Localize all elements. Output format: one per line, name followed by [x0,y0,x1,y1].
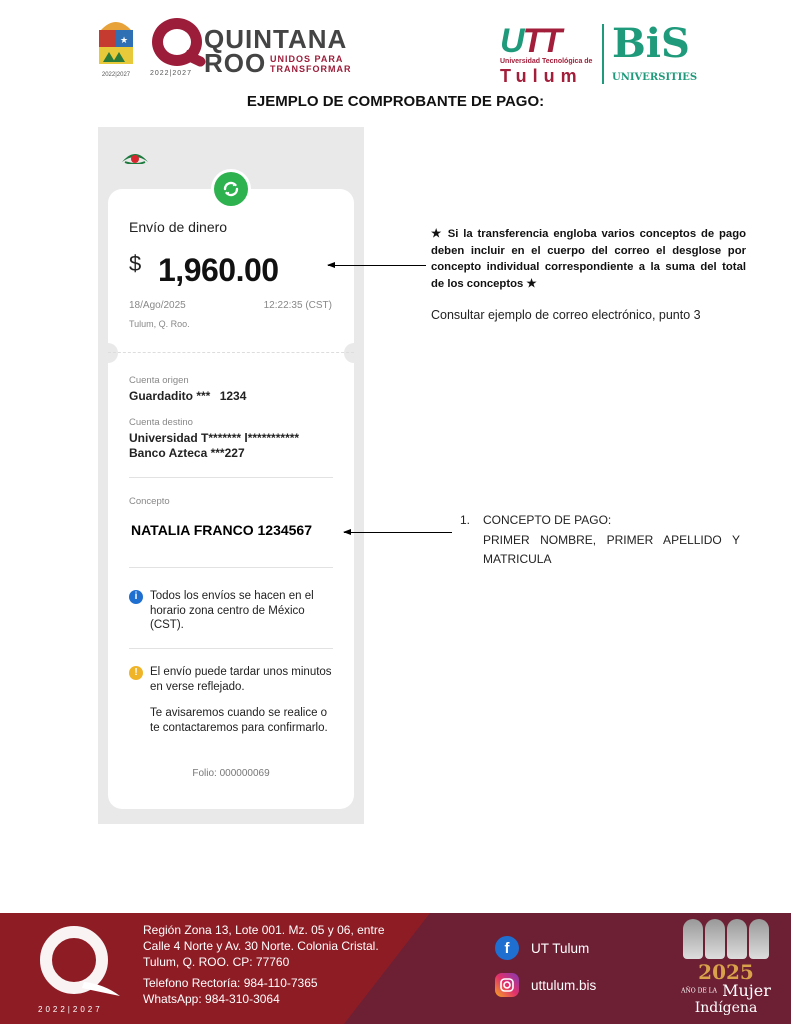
section-divider [129,477,333,478]
roo-word: ROO [204,48,267,78]
warning-notice [129,665,334,735]
address-line-3: Tulum, Q. ROO. CP: 77760 [143,955,290,969]
folio-number: Folio: 000000069 [192,768,270,779]
address-line-1: Región Zona 13, Lote 001. Mz. 05 y 06, entre [143,923,385,937]
currency-symbol: $ [129,251,142,276]
info-notice [129,589,334,633]
instruction-number: 1. [460,513,471,527]
destination-account-label: Cuenta destino [129,417,193,428]
transaction-title: Envío de dinero [129,219,228,235]
instagram-link[interactable] [495,973,596,997]
badge-year: 2025 [698,960,754,984]
footer [0,913,791,1024]
badge-word-1: Mujer [722,981,771,1000]
utt-bis-logo [498,22,703,88]
info-icon: i [129,590,143,604]
shield-years: 2022|2027 [101,72,131,78]
destination-account-line-1: Universidad T******* l*********** [129,431,300,445]
svg-text:★: ★ [119,35,129,45]
status-badge [211,169,251,209]
refresh-icon [221,179,241,199]
address-line-2: Calle 4 Norte y Av. 30 Norte. Colonia Cristal. [143,939,379,953]
destination-account-value [129,431,299,461]
warning-notice-followup: Te avisaremos cuando se realice o te contactaremos para confirmarlo. [150,707,328,734]
concept-arrow [344,532,452,533]
footer-contact [143,975,318,1007]
transaction-date: 18/Ago/2025 [129,300,186,311]
concept-instructions [460,511,740,570]
quintana-roo-slogan [270,54,352,74]
transaction-amount: 1,960.00 [158,252,279,288]
quintana-roo-years: 2022|2027 [150,70,192,77]
rectoria-phone: Telefono Rectoría: 984-110-7365 [143,976,318,990]
slogan-line-2: TRANSFORMAR [270,64,352,74]
shield-icon [95,16,137,72]
badge-title [680,983,772,1000]
utt-mark [500,22,560,61]
women-portrait-image [680,919,772,959]
bis-subtitle: UNIVERSITIES [612,72,698,83]
email-example-note: Consultar ejemplo de correo electrónico, punto 3 [431,308,701,322]
page-title: EJEMPLO DE COMPROBANTE DE PAGO: [246,93,545,110]
bis-mark: BiS [612,20,690,67]
utt-mark-tt: TT [522,22,561,60]
facebook-label: UT Tulum [531,940,590,956]
origin-account-suffix: 1234 [219,389,247,403]
instruction-heading: CONCEPTO DE PAGO: [483,513,612,527]
transaction-time: 12:22:35 (CST) [263,300,332,311]
utt-mark-u: U [500,22,523,60]
ticket-notch-right [344,343,364,363]
footer-address [143,922,385,970]
badge-word-2: Indígena [694,999,758,1016]
receipt-screenshot [98,127,364,824]
quintana-roo-shield-logo [95,16,137,80]
origin-account-value [129,389,246,404]
section-divider [129,567,333,568]
badge-prefix: AÑO DE LA [681,987,717,995]
instagram-label: uttulum.bis [531,977,597,993]
origin-account-masked: Guardadito *** [129,389,211,403]
government-q-logo-icon [34,922,122,1002]
quintana-word: QUINTANA [204,24,348,54]
amount-arrow [328,265,426,266]
concept-label: Concepto [129,496,170,507]
warning-icon: ! [129,666,143,680]
warning-notice-text: El envío puede tardar unos minutos en verse reflejado. [150,666,332,693]
concept-value: NATALIA FRANCO 1234567 [131,522,313,538]
mujer-indigena-badge [680,915,772,1021]
instruction-line-3: MATRICULA [483,552,552,566]
destination-account-line-2: Banco Azteca ***227 [129,446,245,460]
ticket-notch-left [98,343,118,363]
utt-subtitle: Universidad Tecnológica de [500,58,593,65]
transaction-place: Tulum, Q. Roo. [129,319,190,329]
receipt-card [108,189,354,809]
whatsapp-phone: WhatsApp: 984-310-3064 [143,992,280,1006]
section-divider [129,648,333,649]
quintana-roo-logo [150,18,352,82]
utt-city: Tulum [500,66,583,86]
multiple-concepts-note: ★ Si la transferencia engloba varios conceptos de pago deben incluir en el cuerpo del correo el desglose por concepto individual correspondiente a la suma del total de los conceptos ★ [431,228,746,290]
footer-years: 2022|2027 [38,1005,103,1014]
slogan-line-1: UNIDOS PARA [270,54,344,64]
facebook-link[interactable] [495,936,589,960]
instagram-icon [495,973,519,997]
perforation-divider [108,352,354,353]
facebook-icon: f [495,936,519,960]
logo-divider [602,24,604,84]
instruction-line-2: PRIMER NOMBRE, PRIMER APELLIDO Y [483,532,740,547]
bank-logo-icon [121,150,149,164]
info-notice-text: Todos los envíos se hacen en el horario zona centro de México (CST). [150,590,314,631]
origin-account-label: Cuenta origen [129,375,189,386]
